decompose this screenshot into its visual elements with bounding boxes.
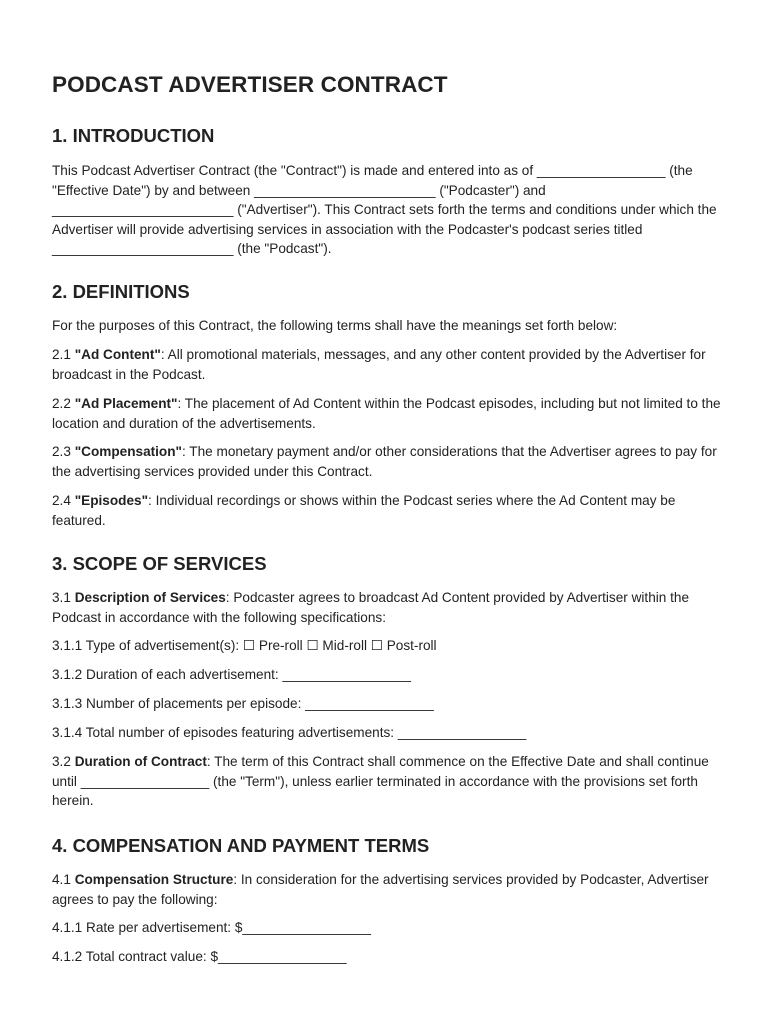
introduction-paragraph: This Podcast Advertiser Contract (the "Contract") is made and entered into as of _________________ (the "Effective Date") by and between ________________________ ("Podcaster") and ________________________ ("Advertiser"). This Contract sets forth the terms and conditions under which the Advertiser will provide advertising services in association with the Podcaster's podcast series titled ________________________ (the "Podcast"). xyxy=(52,163,717,257)
clause-3-1-4-total-episodes: 3.1.4 Total number of episodes featuring advertisements: _________________ xyxy=(52,725,527,740)
definition-term: "Episodes" xyxy=(74,493,149,508)
section-heading-introduction: 1. INTRODUCTION xyxy=(52,125,215,146)
definitions-intro: For the purposes of this Contract, the following terms shall have the meanings set forth below: xyxy=(52,318,618,333)
clause-term: Duration of Contract xyxy=(74,754,207,769)
clause-3-1-1-ad-type: 3.1.1 Type of advertisement(s): ☐ Pre-roll ☐ Mid-roll ☐ Post-roll xyxy=(52,638,437,653)
clause-3-2: 3.2 Duration of Contract: The term of this Contract shall commence on the Effective Date and shall continue until _________________ (the "Term"), unless earlier terminated in accordance with the provisions set forth herein. xyxy=(52,754,709,809)
definition-ad-content: 2.1 "Ad Content": All promotional materials, messages, and any other content provided by the Advertiser for broadcast in the Podcast. xyxy=(52,347,706,382)
clause-4-1: 4.1 Compensation Structure: In consideration for the advertising services provided by Podcaster, Advertiser agrees to pay the following: xyxy=(52,872,709,907)
definition-episodes: 2.4 "Episodes": Individual recordings or shows within the Podcast series where the Ad Content may be featured. xyxy=(52,493,676,528)
section-heading-scope-of-services: 3. SCOPE OF SERVICES xyxy=(52,553,267,574)
definition-compensation: 2.3 "Compensation": The monetary payment and/or other considerations that the Advertiser agrees to pay for the advertising services provided under this Contract. xyxy=(52,444,717,479)
clause-3-1-3-placements: 3.1.3 Number of placements per episode: _________________ xyxy=(52,696,434,711)
clause-term: Compensation Structure xyxy=(74,872,234,887)
clause-3-1: 3.1 Description of Services: Podcaster agrees to broadcast Ad Content provided by Advertiser within the Podcast in accordance with the following specifications: xyxy=(52,590,690,625)
clause-term: Description of Services xyxy=(74,590,226,605)
definition-ad-placement: 2.2 "Ad Placement": The placement of Ad Content within the Podcast episodes, including but not limited to the location and duration of the advertisements. xyxy=(52,396,721,431)
clause-4-1-2-total-value: 4.1.2 Total contract value: $_________________ xyxy=(52,949,347,964)
section-heading-compensation: 4. COMPENSATION AND PAYMENT TERMS xyxy=(52,835,430,856)
section-heading-definitions: 2. DEFINITIONS xyxy=(52,281,190,302)
definition-term: "Ad Placement" xyxy=(74,396,178,411)
clause-3-1-2-duration: 3.1.2 Duration of each advertisement: _________________ xyxy=(52,667,411,682)
definition-term: "Compensation" xyxy=(74,444,182,459)
clause-4-1-1-rate: 4.1.1 Rate per advertisement: $_________________ xyxy=(52,920,371,935)
definition-term: "Ad Content" xyxy=(74,347,161,362)
document-title: PODCAST ADVERTISER CONTRACT xyxy=(52,72,448,97)
